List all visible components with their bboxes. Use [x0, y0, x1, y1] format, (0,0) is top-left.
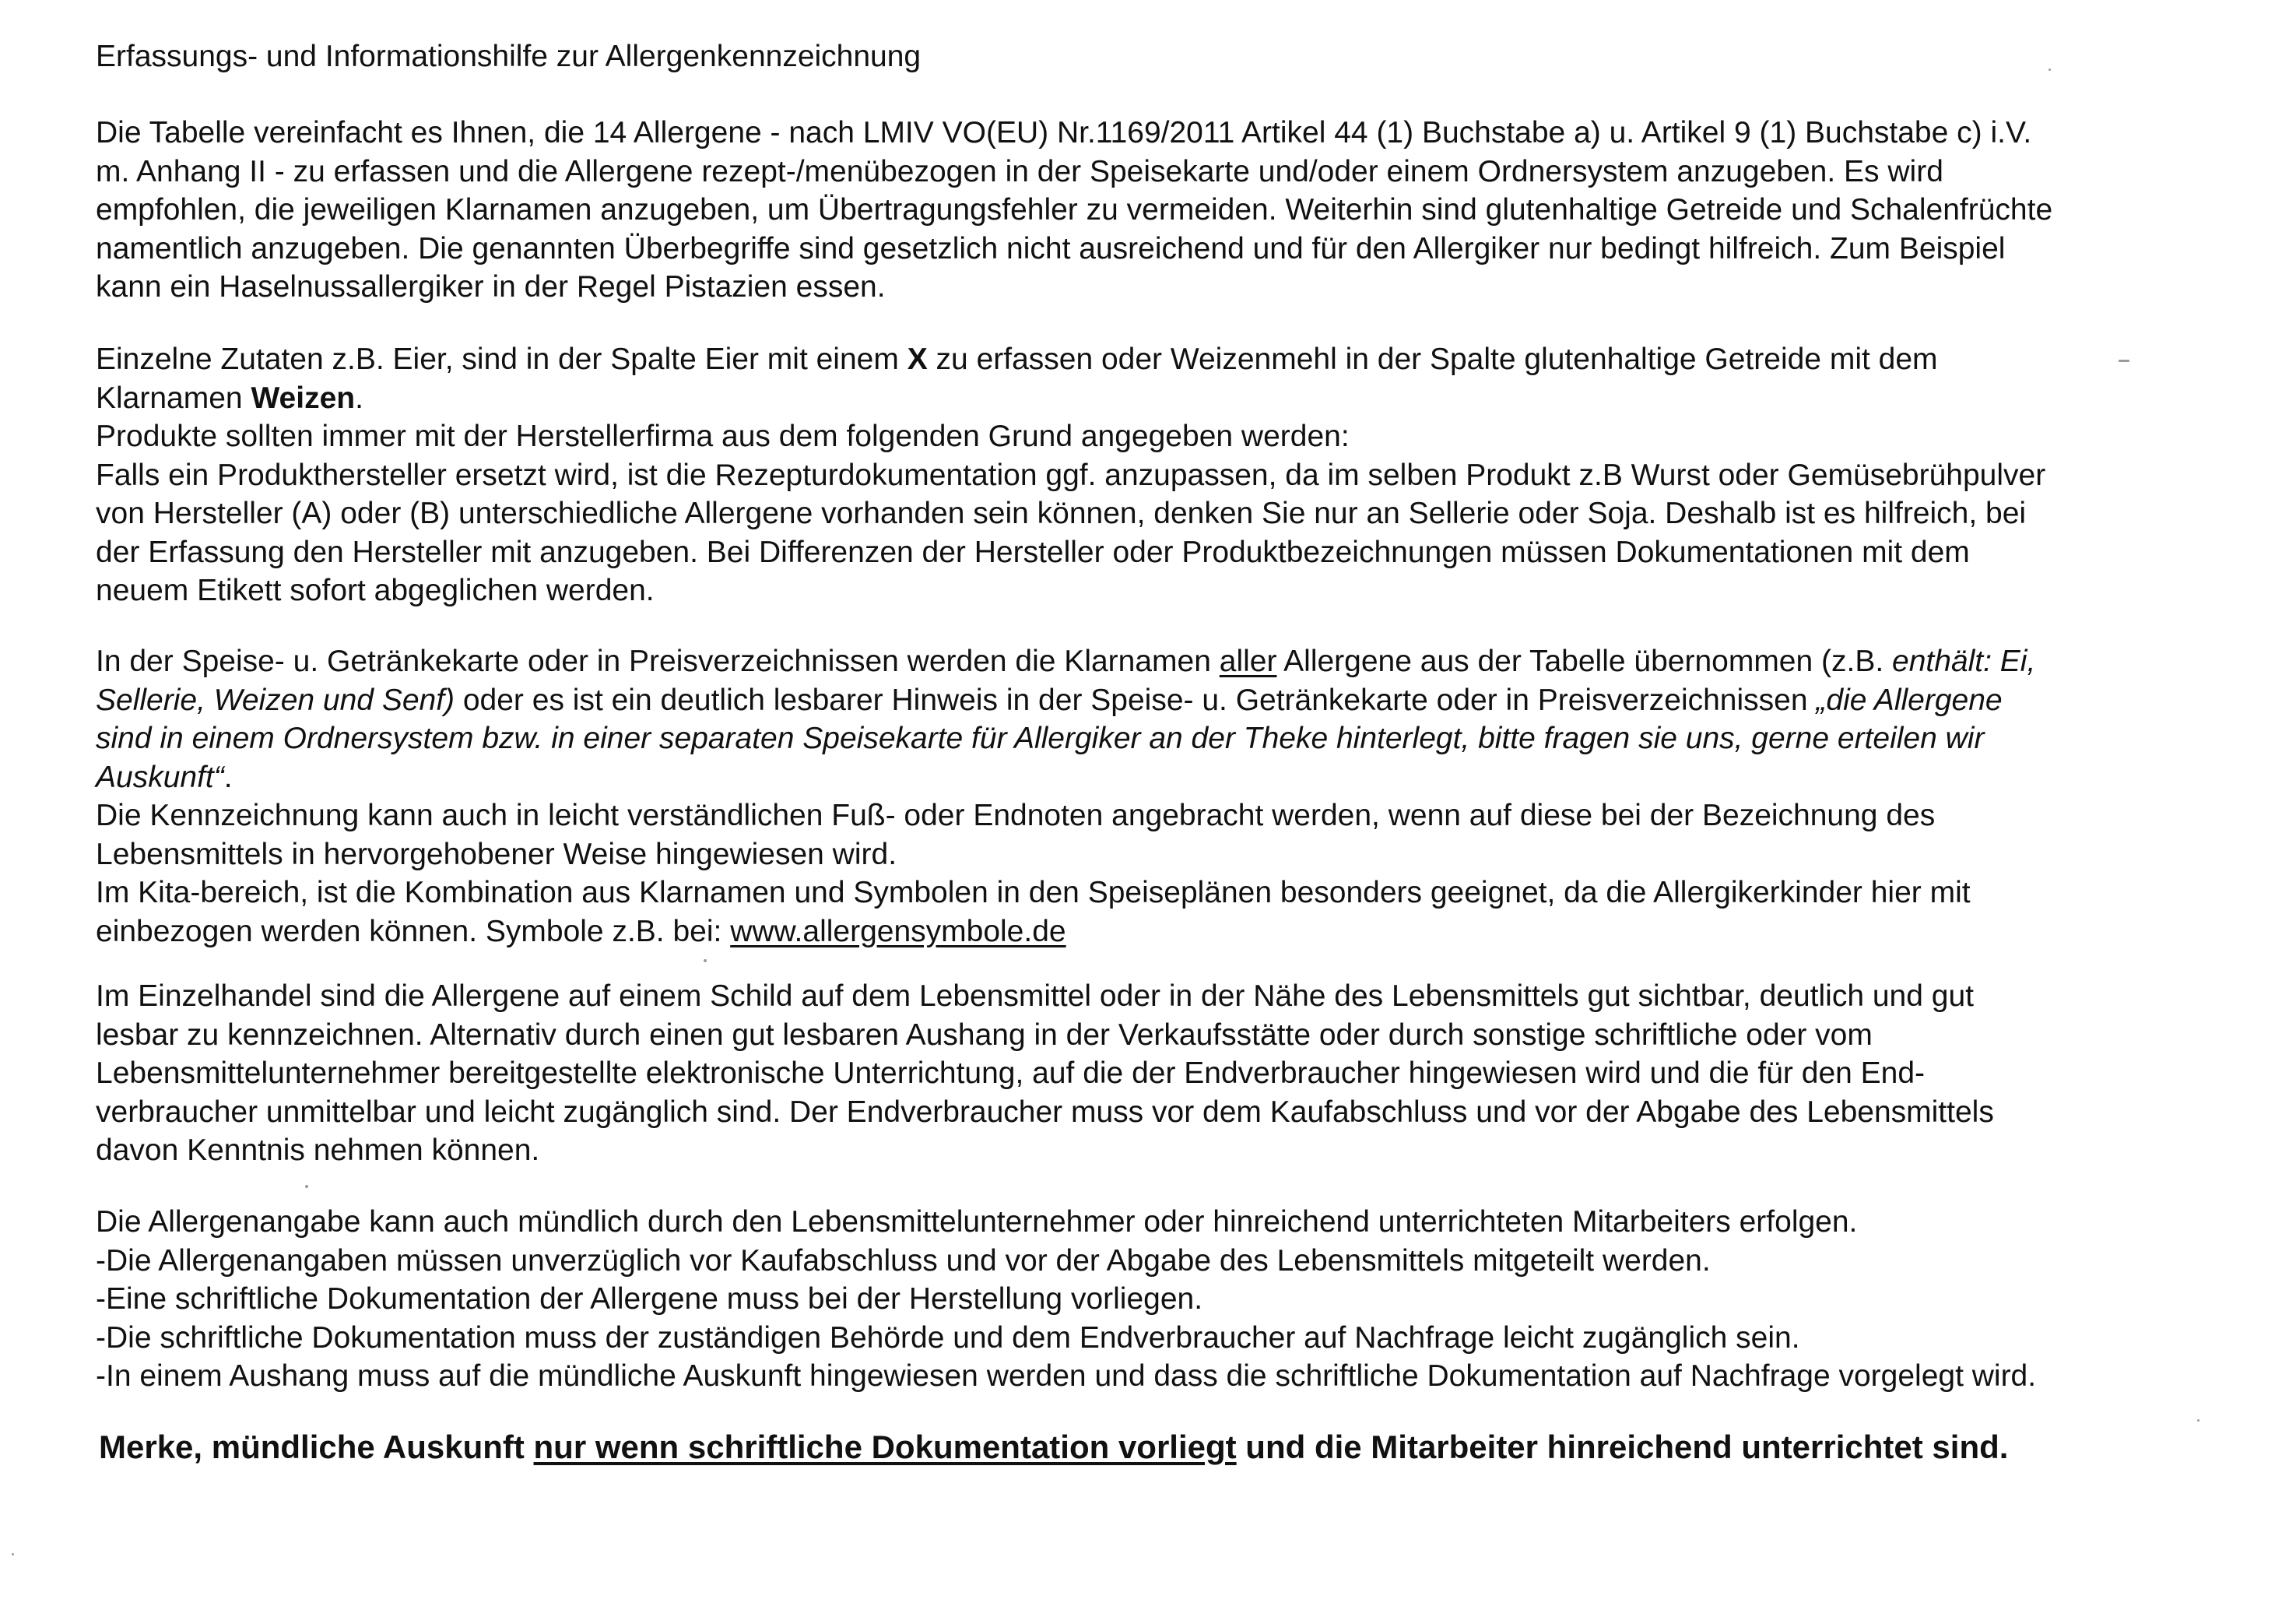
text-line: m. Anhang II - zu erfassen und die Allergene rezept-/menübezogen in der Speisekarte und/oder einem Ordnersystem anzugeben. Es wird	[96, 154, 1943, 188]
text-line: neuem Etikett sofort abgeglichen werden.	[96, 574, 655, 607]
scan-speck	[2197, 1419, 2199, 1422]
text-line	[96, 758, 2197, 797]
list-item: -In einem Aushang muss auf die mündliche Auskunft hingewiesen werden und dass die schriftliche Dokumentation auf Nachfrage vorgelegt wird.	[96, 1359, 2037, 1393]
italic-segment: Auskunft“	[96, 760, 224, 794]
text-line: sind in einem Ordnersystem bzw. in einer separaten Speisekarte für Allergiker an der Theke hinterlegt, bitte fragen sie uns, gerne erteilen wir	[96, 722, 1985, 755]
text-line: Falls ein Produkthersteller ersetzt wird, ist die Rezepturdokumentation ggf. anzupassen, da im selben Produkt z.B Wurst oder Gemüsebrühpulver	[96, 458, 2046, 492]
text-segment: Klarnamen	[96, 381, 251, 415]
underlined-condition: nur wenn schriftliche Dokumentation vorliegt	[533, 1429, 1237, 1465]
list-item: -Die schriftliche Dokumentation muss der zuständigen Behörde und dem Endverbraucher auf Nachfrage leicht zugänglich sein.	[96, 1320, 1800, 1355]
paragraph-retail	[96, 977, 2197, 1170]
text-line: verbraucher unmittelbar und leicht zugänglich sind. Der Endverbraucher muss vor dem Kaufabschluss und vor der Abgabe des Lebensmittels	[96, 1095, 1994, 1129]
text-line: davon Kenntnis nehmen können.	[96, 1134, 540, 1167]
italic-segment: Sellerie, Weizen und Senf)	[96, 683, 455, 717]
text-line: Lebensmittelunternehmer bereitgestellte elektronische Unterrichtung, auf die der Endverbraucher hingewiesen wird und die für den End-	[96, 1056, 1926, 1090]
text-segment: In der Speise- u. Getränkekarte oder in Preisverzeichnissen werden die Klarnamen	[96, 645, 1220, 678]
text-line: Im Kita-bereich, ist die Kombination aus Klarnamen und Symbolen in den Speiseplänen besonders geeignet, da die Allergikerkinder hier mit	[96, 876, 1971, 909]
italic-segment: „die Allergene	[1816, 683, 2003, 717]
text-line	[96, 681, 2197, 720]
paragraph-ingredients	[96, 340, 2197, 610]
text-segment: Allergene aus der Tabelle übernommen (z.B.	[1276, 645, 1893, 678]
text-line: von Hersteller (A) oder (B) unterschiedliche Allergene vorhanden sein können, denken Sie nur an Sellerie oder Soja. Deshalb ist es hilfreich, bei	[96, 497, 2027, 530]
scan-speck	[12, 1553, 14, 1555]
text-segment: Einzelne Zutaten z.B. Eier, sind in der Spalte Eier mit einem	[96, 343, 908, 376]
text-line	[96, 379, 2197, 418]
text-line: Lebensmittels in hervorgehobener Weise hingewiesen wird.	[96, 837, 897, 871]
text-segment: und die Mitarbeiter hinreichend unterrichtet sind.	[1236, 1429, 2009, 1465]
list-item: -Die Allergenangaben müssen unverzüglich vor Kaufabschluss und vor der Abgabe des Lebensmittels mitgeteilt werden.	[96, 1243, 1711, 1278]
scan-speck	[305, 1185, 308, 1188]
document-title: Erfassungs- und Informationshilfe zur Allergenkennzeichnung	[96, 40, 922, 73]
scan-speck	[704, 959, 707, 962]
text-segment: einbezogen werden können. Symbole z.B. bei:	[96, 914, 731, 948]
text-line: Die Kennzeichnung kann auch in leicht verständlichen Fuß- oder Endnoten angebracht werden, wenn auf diese bei der Bezeichnung des	[96, 799, 1936, 832]
scan-speck	[2048, 69, 2051, 71]
text-line: Die Tabelle vereinfacht es Ihnen, die 14 Allergene - nach LMIV VO(EU) Nr.1169/2011 Artikel 44 (1) Buchstabe a) u. Artikel 9 (1) Buchstabe c) i.V.	[96, 116, 2032, 149]
text-line: kann ein Haselnussallergiker in der Regel Pistazien essen.	[96, 270, 886, 304]
text-line: Im Einzelhandel sind die Allergene auf einem Schild auf dem Lebensmittel oder in der Nähe des Lebensmittels gut sichtbar, deutlich und gut	[96, 979, 1974, 1013]
underlined-aller: aller	[1219, 645, 1277, 678]
paragraph-menu-labeling	[96, 642, 2197, 951]
text-line: empfohlen, die jeweiligen Klarnamen anzugeben, um Übertragungsfehler zu vermeiden. Weiterhin sind glutenhaltige Getreide und Schalenfrüchte	[96, 193, 2053, 227]
text-segment: Merke, mündliche Auskunft	[99, 1429, 534, 1465]
text-line	[96, 642, 2197, 681]
paragraph-oral-information	[96, 1203, 2197, 1396]
text-line	[96, 912, 2197, 951]
text-segment: .	[355, 381, 363, 415]
list-item: -Eine schriftliche Dokumentation der Allergene muss bei der Herstellung vorliegen.	[96, 1282, 1203, 1316]
allergensymbole-link[interactable]: www.allergensymbole.de	[730, 914, 1066, 948]
scan-speck	[2119, 360, 2129, 362]
text-line	[96, 340, 2197, 379]
text-line: namentlich anzugeben. Die genannten Überbegriffe sind gesetzlich nicht ausreichend und für den Allergiker nur bedingt hilfreich. Zum Beispiel	[96, 231, 2006, 265]
bold-x-marker: X	[907, 343, 928, 376]
text-segment: oder es ist ein deutlich lesbarer Hinweis in der Speise- u. Getränkekarte oder in Preisverzeichnissen	[455, 683, 1817, 717]
bold-weizen: Weizen	[251, 381, 356, 415]
text-line: lesbar zu kennzeichnen. Alternativ durch einen gut lesbaren Aushang in der Verkaufsstätte oder durch sonstige schriftliche oder vom	[96, 1018, 1873, 1052]
italic-segment: enthält: Ei,	[1892, 645, 2036, 678]
text-segment: zu erfassen oder Weizenmehl in der Spalte glutenhaltige Getreide mit dem	[927, 343, 1938, 376]
text-line: der Erfassung den Hersteller mit anzugeben. Bei Differenzen der Hersteller oder Produktbezeichnungen müssen Dokumentationen mit dem	[96, 535, 1970, 569]
text-line: Die Allergenangabe kann auch mündlich durch den Lebensmittelunternehmer oder hinreichend unterrichteten Mitarbeiters erfolgen.	[96, 1205, 1858, 1239]
paragraph-intro	[96, 114, 2197, 307]
text-line: Produkte sollten immer mit der Herstellerfirma aus dem folgenden Grund angegeben werden:	[96, 420, 1350, 453]
final-note	[99, 1427, 2008, 1468]
text-segment: .	[223, 760, 233, 794]
